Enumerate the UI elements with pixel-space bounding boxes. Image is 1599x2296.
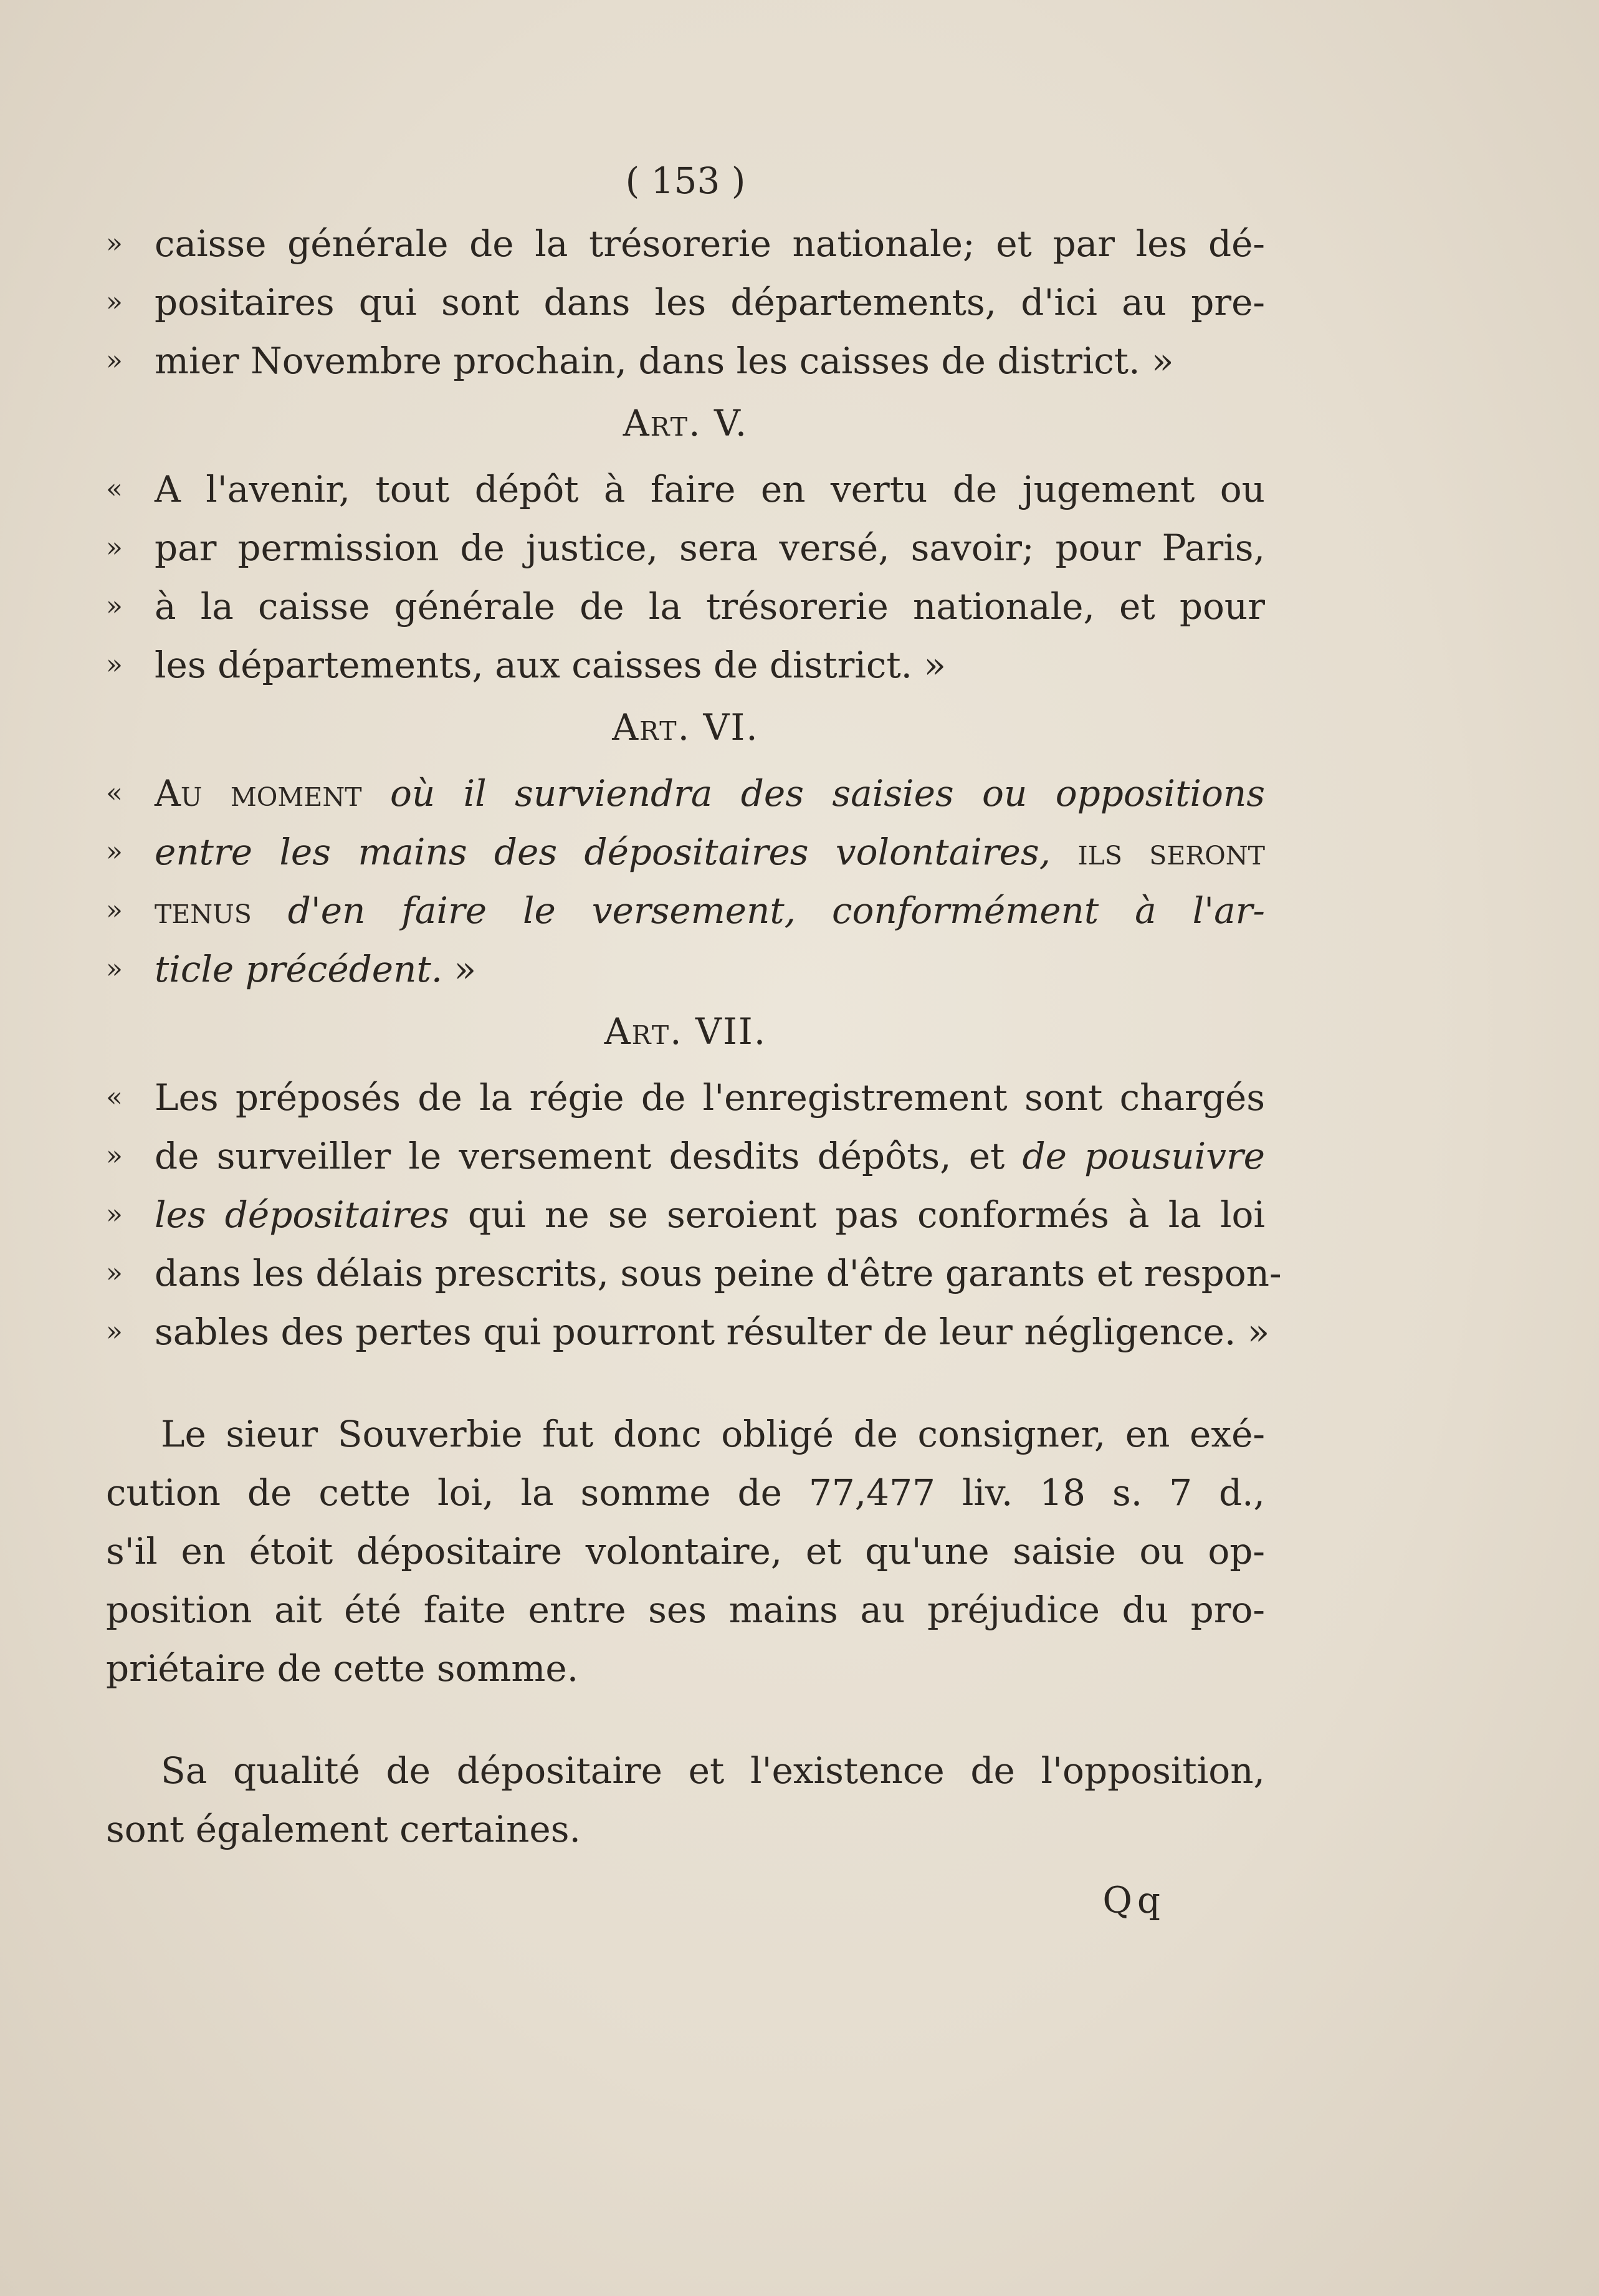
paragraph-souverbie [106, 1405, 1265, 1698]
quote-line: » positaires qui sont dans les départements, d'ici au pre- [106, 281, 1265, 323]
signature-mark: Qq [1102, 1879, 1165, 1921]
paragraph-line: position ait été faite entre ses mains au préjudice du pro- [106, 1589, 1265, 1631]
article-vii-text [106, 1068, 1282, 1361]
article-heading-v: Art. V. [623, 402, 748, 444]
article-heading-vi: Art. VI. [612, 706, 759, 749]
paragraph-line: Le sieur Souverbie fut donc obligé de consigner, en exé- [161, 1413, 1265, 1455]
quote-line: » mier Novembre prochain, dans les caisses de district. » [106, 340, 1174, 382]
paragraph-qualite [106, 1741, 1265, 1858]
article-v-text [106, 460, 1265, 694]
article-vi-text [106, 764, 1265, 998]
quote-line: » dans les délais prescrits, sous peine d'être garants et respon- [106, 1252, 1282, 1294]
text-block [106, 156, 1282, 1930]
quote-line: » par permission de justice, sera versé, savoir; pour Paris, [106, 527, 1265, 569]
quote-line: » à la caisse générale de la trésorerie nationale, et pour [106, 585, 1265, 628]
paragraph-line: s'il en étoit dépositaire volontaire, et qu'une saisie ou op- [106, 1530, 1265, 1572]
quote-line: « Au moment où il surviendra des saisies ou oppositions [106, 772, 1266, 815]
quote-line: » de surveiller le versement desdits dépôts, et de pousuivre [106, 1135, 1266, 1177]
paragraph-line: sont également certaines. [106, 1808, 581, 1850]
quote-line: » tenus d'en faire le versement, conformément à l'ar- [106, 889, 1265, 932]
quote-line: » les dépositaires qui ne se seroient pas conformés à la loi [106, 1193, 1265, 1236]
quote-line: « Les préposés de la régie de l'enregistrement sont chargés [106, 1076, 1265, 1119]
quote-line: » les départements, aux caisses de district. » [106, 644, 947, 686]
page-number: ( 153 ) [625, 160, 746, 202]
article-heading-vii: Art. VII. [604, 1010, 767, 1053]
paragraph-line: priétaire de cette somme. [106, 1647, 579, 1690]
quote-line: » sables des pertes qui pourront résulter de leur négligence. » [106, 1311, 1270, 1353]
paragraph-line: cution de cette loi, la somme de 77,477 liv. 18 s. 7 d., [106, 1471, 1265, 1514]
quote-line: » entre les mains des dépositaires volontaires, ils seront [106, 831, 1266, 873]
paragraph-line: Sa qualité de dépositaire et l'existence de l'opposition, [161, 1749, 1265, 1792]
intro-quote [106, 214, 1265, 390]
quote-line: » ticle précédent. » [106, 948, 477, 990]
quote-line: » caisse générale de la trésorerie nationale; et par les dé- [106, 222, 1265, 265]
quote-line: « A l'avenir, tout dépôt à faire en vertu de jugement ou [106, 468, 1265, 510]
